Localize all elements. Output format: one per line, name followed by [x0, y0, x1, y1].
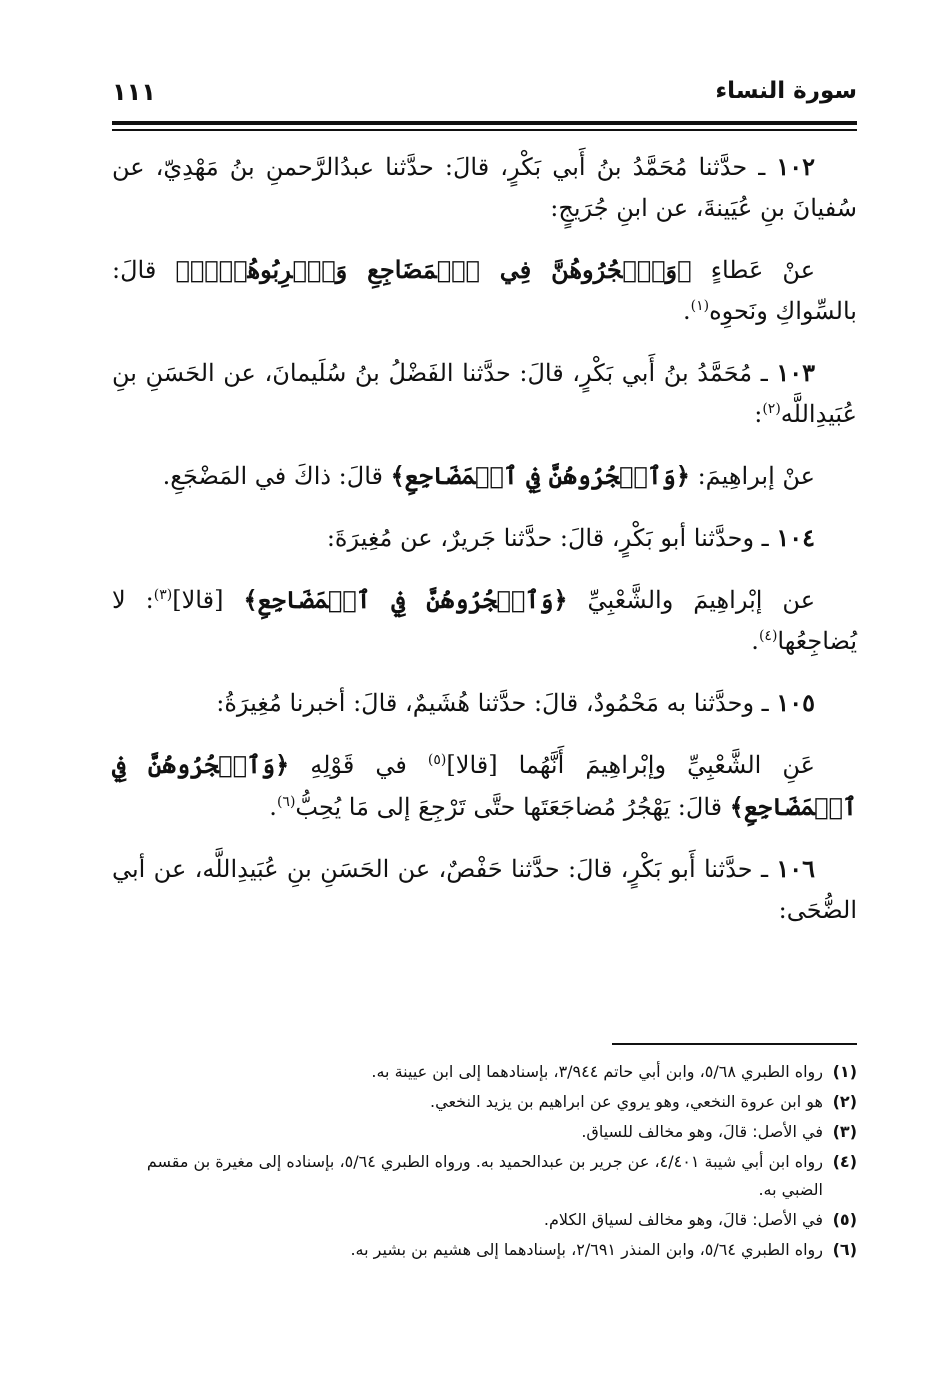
footnote-ref: (٥) [427, 752, 447, 768]
footnote-number: (١) [832, 1062, 857, 1081]
text-segment: عنْ عَطاءٍ [691, 256, 816, 284]
footnote-number: (٥) [832, 1210, 857, 1229]
surah-title: سورة النساء [715, 78, 857, 104]
footnote-separator [612, 1043, 857, 1045]
footnote-ref: (٢) [762, 401, 781, 417]
footnote [112, 1118, 857, 1146]
footnote-text: رواه الطبري ٥/٦٨، وابن أبي حاتم ٣/٩٤٤، بإسنادهما إلى ابن عيينة به. [371, 1062, 823, 1081]
hadith-text [112, 249, 857, 332]
hadith-text [112, 579, 857, 662]
hadith-number: ١٠٣ [776, 358, 815, 387]
footnote [112, 1148, 857, 1204]
text-segment: عَنِ الشَّعْبِيِّ وإبْراهِيمَ أَنَّهُما [قالا] [446, 751, 815, 779]
footnote [112, 1088, 857, 1116]
hadith-chain [112, 848, 857, 931]
text-segment: عنْ إبراهِيمَ: [689, 462, 815, 490]
footnote [112, 1236, 857, 1264]
footnote-text: في الأصل: قالَ، وهو مخالف للسياق. [581, 1122, 823, 1141]
footnote-text: في الأصل: قالَ، وهو مخالف لسياق الكلام. [543, 1210, 823, 1229]
quran-quote: ﴿وَٱهۡجُرُوهُنَّ فِي ٱلۡمَضَاجِعِ﴾ [112, 750, 857, 821]
hadith-number: ١٠٤ [776, 523, 815, 552]
footnote-ref: (٦) [276, 794, 296, 810]
footnote-number: (٦) [832, 1240, 857, 1259]
text-segment: . [269, 793, 277, 821]
footnote [112, 1058, 857, 1086]
text-segment: ـ مُحَمَّدُ بنُ أَبي بَكْرٍ، قالَ: حدَّثنا الفَضْلُ بنُ سُلَيمانَ، عن الحَسَنِ بنِ عُبَيدِاللَّه [112, 359, 857, 428]
hadith-chain [112, 146, 857, 229]
text-segment: قالَ: ذاكَ في المَضْجَعِ. [162, 462, 391, 490]
quran-quote: ﴿وَٱهۡجُرُوهُنَّ فِي ٱلۡمَضَاجِعِ﴾ [390, 461, 690, 490]
text-segment: في قَوْلِهِ [289, 751, 428, 779]
text-segment: . [682, 297, 691, 325]
hadith-chain [112, 517, 857, 559]
hadith-number: ١٠٦ [776, 854, 815, 883]
header-rule-thick [112, 121, 857, 125]
hadith-text [112, 744, 857, 828]
main-text [112, 146, 857, 951]
text-segment: ـ وحدَّثنا أبو بَكْرٍ، قالَ: حدَّثنا جَريرٌ، عن مُغِيرَةَ: [326, 524, 777, 552]
quran-quote: ﴿وَٱهۡجُرُوهُنَّ فِي ٱلۡمَضَاجِعِ وَٱضۡرِبُوهُنَّۖ﴾ [175, 255, 692, 284]
footnote [112, 1206, 857, 1234]
page-header [112, 78, 857, 118]
text-segment: : [754, 400, 763, 428]
text-segment: [قالا] [172, 586, 244, 614]
hadith-number: ١٠٢ [776, 152, 815, 181]
footnote-ref: (٤) [758, 628, 778, 644]
hadith-number: ١٠٥ [776, 688, 815, 717]
footnote-number: (٢) [832, 1092, 857, 1111]
text-segment: قالَ: يَهْجُرُ مُضاجَعَتَها حتَّى تَرْجِعَ إلى مَا يُحِبُّ [295, 793, 730, 821]
hadith-text [112, 455, 857, 497]
footnote-number: (٤) [832, 1152, 857, 1171]
page-number: ١١١ [112, 78, 156, 106]
footnote-ref: (١) [690, 298, 710, 314]
footnote-text: رواه ابن أبي شيبة ٤/٤٠١، عن جرير بن عبدالحميد به. ورواه الطبري ٥/٦٤، بإسناده إلى مغيرة بن مقسم الضبي به. [146, 1152, 823, 1199]
quran-quote: ﴿وَٱهۡجُرُوهُنَّ فِي ٱلۡمَضَاجِعِ﴾ [243, 585, 568, 614]
text-segment: ـ وحدَّثنا به مَحْمُودٌ، قالَ: حدَّثنا هُشَيمٌ، قالَ: أخبرنا مُغِيرَةُ: [216, 689, 777, 717]
header-rule-thin [112, 129, 857, 131]
footnotes [112, 1058, 857, 1266]
text-segment: : لا يُضاجِعُها [112, 586, 857, 655]
text-segment: ـ حدَّثنا أَبو بَكْرٍ، قالَ: حدَّثنا حَفْصٌ، عن الحَسَنِ بنِ عُبَيدِاللَّه، عن أبي الضُّحَى: [112, 855, 857, 924]
text-segment: عن إبْراهِيمَ والشَّعْبِيِّ [567, 586, 816, 614]
text-segment: . [751, 627, 759, 655]
text-segment: ـ حدَّثنا مُحَمَّدُ بنُ أَبي بَكْرٍ، قالَ: حدَّثنا عبدُالرَّحمنِ بنُ مَهْدِيّ، عن سُفيانَ بنِ عُيَينةَ، عن ابنِ جُرَيجٍ: [112, 153, 857, 222]
hadith-chain [112, 352, 857, 435]
footnote-ref: (٣) [153, 587, 173, 603]
footnote-text: هو ابن عروة النخعي، وهو يروي عن ابراهيم بن يزيد النخعي. [430, 1092, 823, 1111]
text-segment: قالَ: بالسِّواكِ ونَحوِه [112, 256, 857, 325]
hadith-chain [112, 682, 857, 724]
footnote-text: رواه الطبري ٥/٦٤، وابن المنذر ٢/٦٩١، بإسنادهما إلى هشيم بن بشير به. [350, 1240, 823, 1259]
footnote-number: (٣) [832, 1122, 857, 1141]
